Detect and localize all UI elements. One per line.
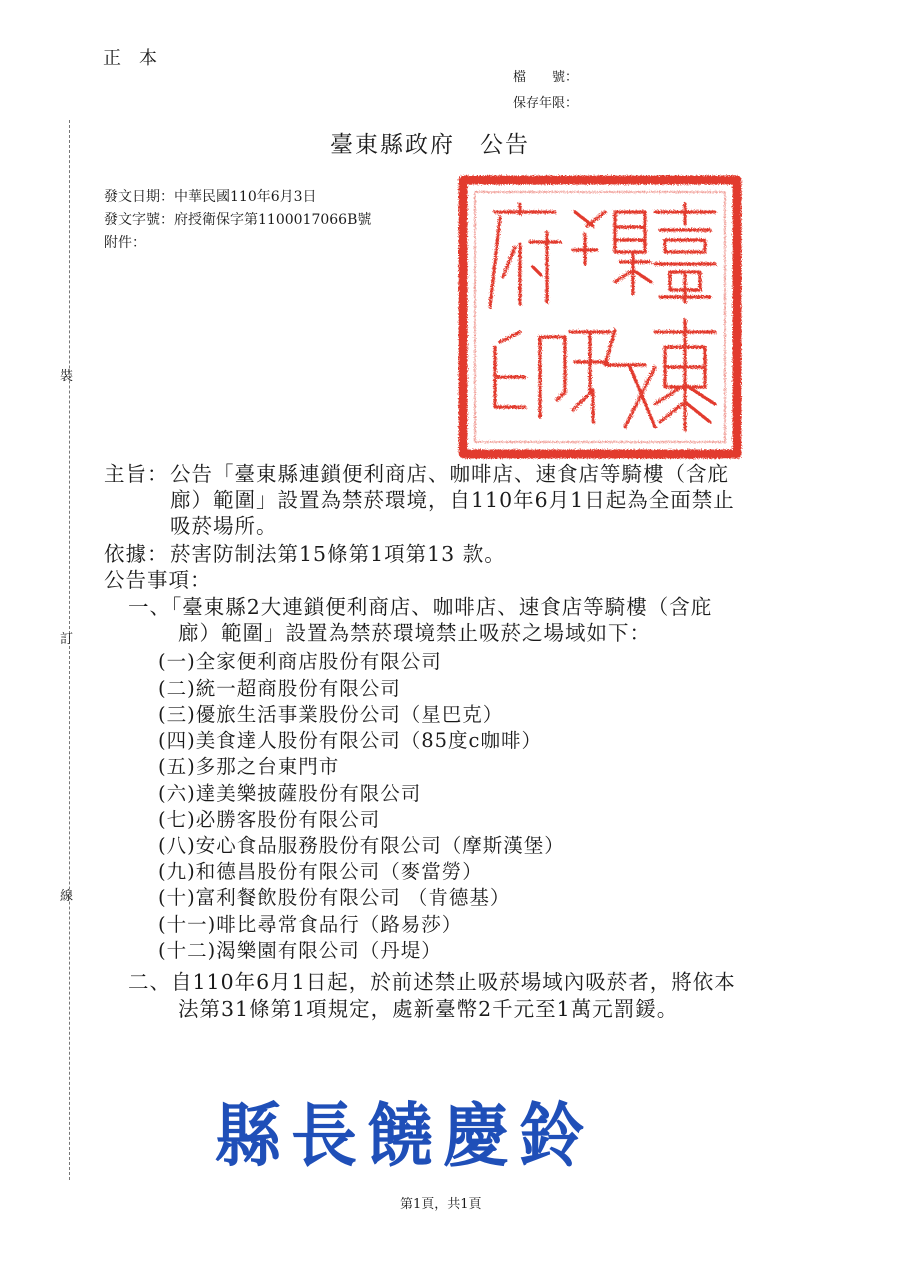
file-number-label: 檔 號： — [513, 70, 579, 85]
document-title: 臺東縣政府 公告 — [330, 132, 530, 158]
binding-line — [69, 120, 70, 1180]
page-number: 第1頁，共1頁 — [400, 1197, 482, 1212]
list-item: (十二)渴樂園有限公司（丹堤） — [158, 939, 442, 962]
list-item: (三)優旅生活事業股份公司（星巴克） — [158, 703, 504, 726]
list-item: (十一)啡比尋常食品行（路易莎） — [158, 913, 463, 936]
announcement-items-heading: 公告事項： — [104, 568, 212, 592]
margin-label-ding: 訂 — [60, 632, 74, 647]
list-item: (一)全家便利商店股份有限公司 — [158, 650, 442, 673]
list-item: (六)達美樂披薩股份有限公司 — [158, 782, 422, 805]
basis-text: 菸害防制法第15條第1項第13 款。 — [170, 542, 506, 566]
margin-label-xian: 線 — [60, 889, 74, 904]
official-seal-stamp — [455, 172, 745, 462]
item-2-line-2: 法第31條第1項規定，處新臺幣2千元至1萬元罰鍰。 — [178, 997, 679, 1021]
item-2-line-1: 二、自110年6月1日起，於前述禁止吸菸場域內吸菸者，將依本 — [128, 970, 736, 994]
issue-date: 發文日期：中華民國110年6月3日 — [104, 189, 317, 205]
document-number: 發文字號：府授衛保字第1100017066B號 — [104, 212, 372, 228]
magistrate-signature-stamp: 縣長饒慶鈴 — [215, 1095, 595, 1177]
item-1-line-1: 一、「臺東縣2大連鎖便利商店、咖啡店、速食店等騎樓（含庇 — [128, 595, 713, 619]
list-item: (二)統一超商股份有限公司 — [158, 677, 401, 700]
subject-line-2: 廊）範圍」設置為禁菸環境，自110年6月1日起為全面禁止 — [170, 488, 735, 512]
subject-line-1: 公告「臺東縣連鎖便利商店、咖啡店、速食店等騎樓（含庇 — [170, 462, 729, 486]
retention-label: 保存年限： — [513, 96, 579, 111]
subject-line-3: 吸菸場所。 — [170, 514, 278, 538]
subject-label: 主旨： — [104, 462, 169, 486]
margin-label-zhuang: 裝 — [60, 369, 74, 384]
list-item: (四)美食達人股份有限公司（85度c咖啡） — [158, 729, 542, 752]
basis-label: 依據： — [104, 542, 169, 566]
copy-mark: 正 本 — [103, 48, 157, 69]
list-item: (九)和德昌股份有限公司（麥當勞） — [158, 860, 483, 883]
item-1-line-2: 廊）範圍」設置為禁菸環境禁止吸菸之場域如下： — [178, 621, 651, 645]
list-item: (五)多那之台東門市 — [158, 755, 340, 778]
list-item: (十)富利餐飲股份有限公司 （肯德基） — [158, 886, 511, 909]
list-item: (七)必勝客股份有限公司 — [158, 808, 381, 831]
attachment-label: 附件： — [104, 235, 146, 251]
list-item: (八)安心食品服務股份有限公司（摩斯漢堡） — [158, 834, 565, 857]
